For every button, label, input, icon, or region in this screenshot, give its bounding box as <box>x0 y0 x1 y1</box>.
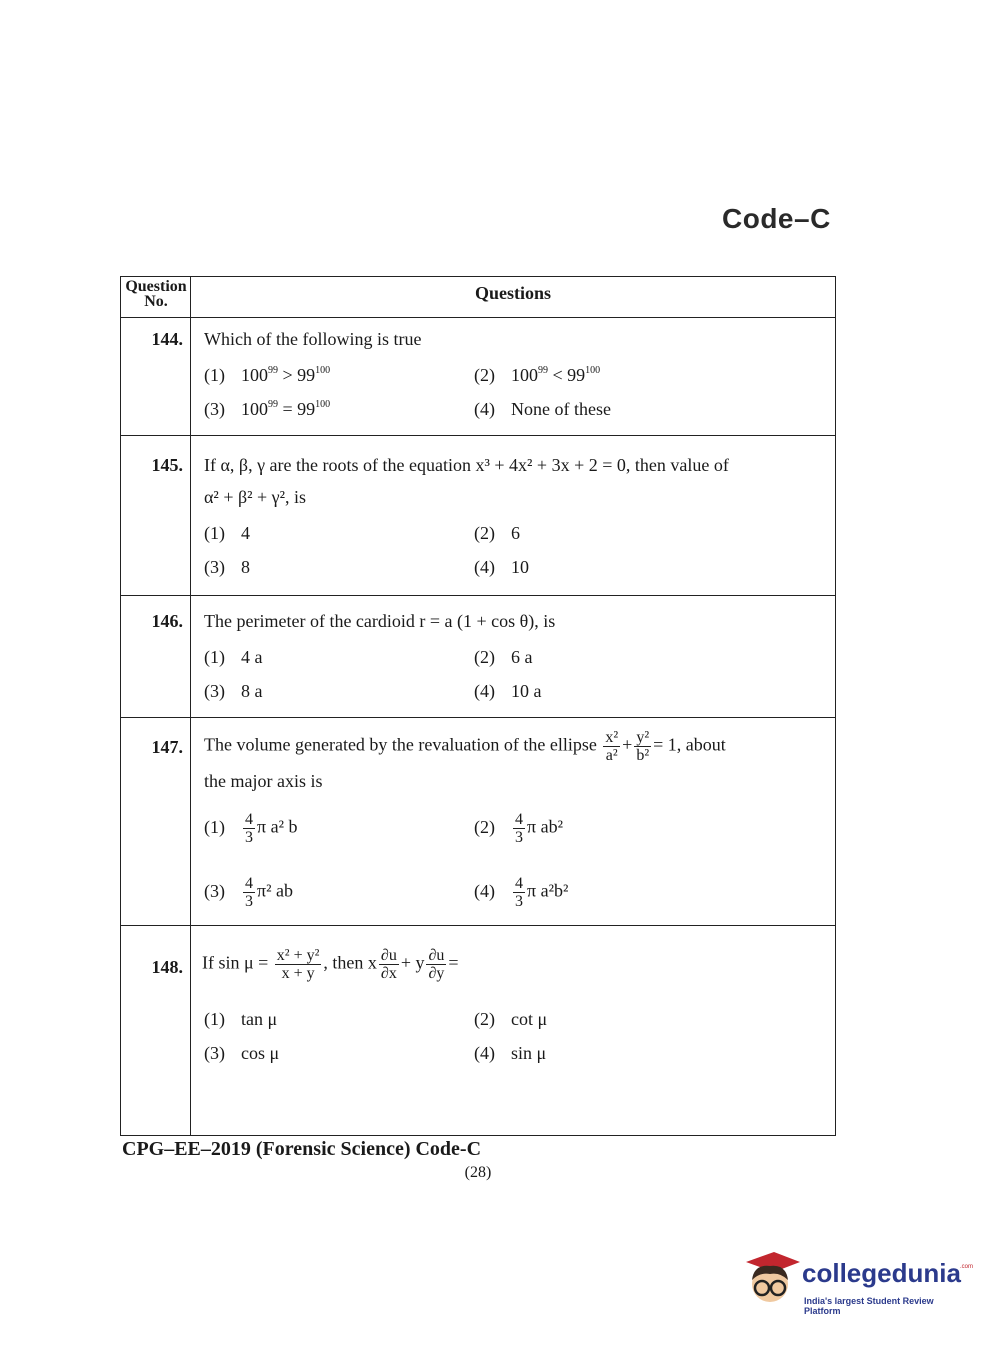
questions-table <box>120 276 836 1136</box>
question-number: 145. <box>151 455 183 475</box>
fraction: $\frac{\text{x² + y²}}{x + y}$ <box>276 947 320 982</box>
option: (3) cos μ <box>204 1043 280 1063</box>
option: (4) 10 a <box>474 681 542 701</box>
page-number: (28) <box>464 1164 492 1181</box>
row-divider <box>121 925 835 926</box>
option: (4) sin μ <box>474 1043 547 1063</box>
option: (3) $100^{99} = 99^{100}$ <box>204 399 331 419</box>
option: (2) 6 a <box>474 647 533 667</box>
row-divider <box>121 717 835 718</box>
brand-name: collegedunia <box>802 1258 961 1288</box>
row-divider <box>121 435 835 436</box>
question-text: The volume generated by the revaluation of the ellipse $\frac{\text{x²}}{\text{a²}}$ + $\frac{\text{y²}}{\text{b²}}$ = 1, about <box>204 729 726 764</box>
option: (2) cot μ <box>474 1009 548 1029</box>
question-number: 147. <box>151 737 183 757</box>
option: (1) 4 a <box>204 647 263 667</box>
fraction: $\frac{\text{x²}}{\text{a²}}$ <box>605 729 619 764</box>
option: (4) None of these <box>474 399 611 419</box>
question-text: Which of the following is true <box>204 329 422 349</box>
option: (3) $\frac{4}{3}$ π² ab <box>204 875 293 910</box>
footer-title: CPG–EE–2019 (Forensic Science) Code-C <box>122 1138 482 1160</box>
fraction: $\frac{\partial u}{\partial x}$ <box>380 947 397 982</box>
question-text-continued: the major axis is <box>204 771 323 791</box>
option: (2) 6 <box>474 523 520 543</box>
option: (1) tan μ <box>204 1009 278 1029</box>
row-divider <box>121 317 835 318</box>
code-label: Code–C <box>722 203 831 234</box>
option: (4) 10 <box>474 557 529 577</box>
fraction: $\frac{\partial u}{\partial y}$ <box>428 947 445 982</box>
option: (1) 4 <box>204 523 250 543</box>
option: (1) $\frac{4}{3}$ π a² b <box>204 811 298 846</box>
question-number: 144. <box>151 329 183 349</box>
question-text: The perimeter of the cardioid r = a (1 + cos θ), is <box>204 611 556 631</box>
option: (3) 8 a <box>204 681 263 701</box>
option: (3) 8 <box>204 557 250 577</box>
option: (2) $100^{99} < 99^{100}$ <box>474 365 601 385</box>
question-number: 146. <box>151 611 183 631</box>
option: (4) $\frac{4}{3}$ π a²b² <box>474 875 569 910</box>
header-questions: Questions <box>474 283 552 303</box>
row-divider <box>121 595 835 596</box>
brand-domain: .com <box>960 1264 974 1270</box>
question-text: If α, β, γ are the roots of the equation x³ + 4x² + 3x + 2 = 0, then value of <box>204 455 729 475</box>
option: (2) $\frac{4}{3}$ π ab² <box>474 811 563 846</box>
brand-tagline: India's largest Student Review Platform <box>804 1296 934 1316</box>
question-text-continued: α² + β² + γ², is <box>204 487 307 507</box>
question-text: If sin μ = $\frac{\text{x² + y²}}{x + y}$ , then x $\frac{\partial u}{\partial x}$ + y $\frac{\partial u}{\partial y}$ = <box>202 947 459 982</box>
column-divider <box>190 277 191 1135</box>
question-number: 148. <box>151 957 183 977</box>
fraction: $\frac{\text{y²}}{\text{b²}}$ <box>636 729 650 764</box>
brand-logo <box>740 1250 974 1320</box>
header-question-no: Question No. <box>125 278 187 310</box>
option: (1) $100^{99} > 99^{100}$ <box>204 365 331 385</box>
mascot-icon <box>740 1250 802 1312</box>
